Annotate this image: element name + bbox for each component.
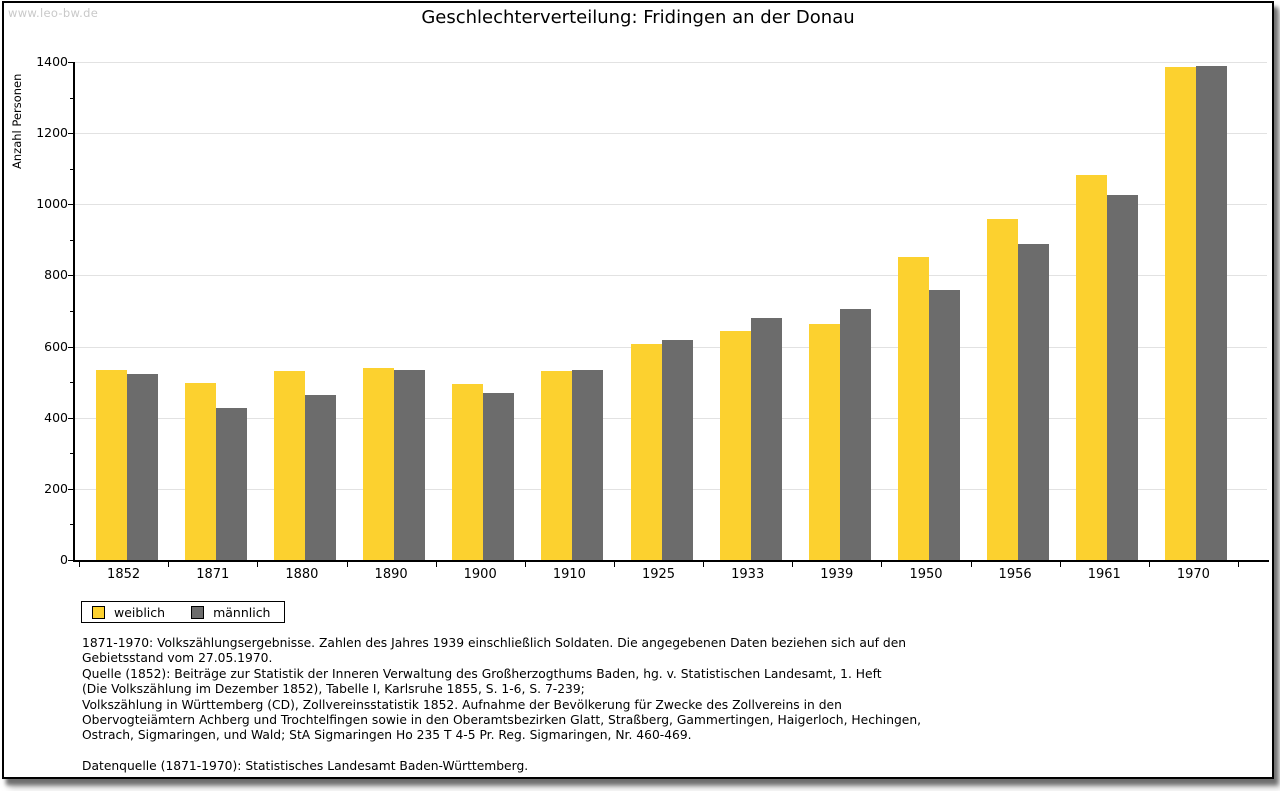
bar-männlich-1961	[1107, 195, 1138, 560]
y-tick-label: 400	[44, 409, 68, 425]
y-tick-label: 1000	[36, 196, 68, 212]
y-tick-minor	[70, 453, 73, 454]
x-tick	[1238, 562, 1239, 567]
y-tick-major	[68, 347, 73, 348]
y-tick-minor	[70, 240, 73, 241]
y-axis-title: Anzahl Personen	[10, 73, 24, 169]
y-tick-label: 600	[44, 338, 68, 354]
bar-männlich-1871	[216, 408, 247, 560]
maennlich-swatch-icon	[191, 606, 204, 619]
source-footnotes	[82, 636, 1252, 774]
y-tick-major	[68, 133, 73, 134]
legend-label-weiblich: weiblich	[114, 604, 166, 620]
chart-title: Geschlechterverteilung: Fridingen an der Donau	[421, 7, 855, 28]
footnote-line: 1871-1970: Volkszählungsergebnisse. Zahlen des Jahres 1939 einschließlich Soldaten. Die angegebenen Daten beziehen sich auf den	[82, 636, 907, 650]
footnote-line: Volkszählung in Württemberg (CD), Zollvereinsstatistik 1852. Aufnahme der Bevölkerung für Zwecke des Zollvereins in den	[82, 697, 842, 712]
bar-männlich-1900	[483, 393, 514, 560]
x-tick-label: 1961	[1087, 567, 1121, 582]
y-tick-label: 800	[44, 267, 68, 283]
page-frame	[2, 1, 1274, 779]
bar-männlich-1933	[751, 318, 782, 560]
bar-weiblich-1950	[898, 257, 929, 560]
y-tick-major	[68, 418, 73, 419]
y-tick-label: 1200	[36, 125, 68, 141]
bar-weiblich-1961	[1076, 175, 1107, 560]
y-tick-minor	[70, 98, 73, 99]
y-tick-minor	[70, 169, 73, 170]
x-tick-label: 1910	[552, 567, 586, 582]
x-tick-label: 1900	[463, 567, 497, 582]
bar-männlich-1950	[929, 290, 960, 560]
weiblich-swatch-icon	[92, 606, 105, 619]
y-tick-minor	[70, 311, 73, 312]
bar-weiblich-1956	[987, 219, 1018, 560]
bar-männlich-1880	[305, 395, 336, 560]
y-tick-major	[68, 204, 73, 205]
x-tick-label: 1956	[998, 567, 1032, 582]
legend-label-maennlich: männlich	[213, 604, 271, 620]
x-tick-label: 1933	[731, 567, 765, 582]
x-tick-label: 1880	[285, 567, 319, 582]
y-tick-major	[68, 275, 73, 276]
x-tick-label: 1970	[1176, 567, 1210, 582]
bar-weiblich-1910	[541, 371, 572, 560]
bar-weiblich-1890	[363, 368, 394, 560]
y-tick-minor	[70, 382, 73, 383]
footnote-line: Gebietsstand vom 27.05.1970.	[82, 651, 273, 666]
legend-item-weiblich	[92, 605, 165, 620]
bar-männlich-1890	[394, 370, 425, 560]
bar-weiblich-1970	[1165, 67, 1196, 560]
y-tick-major	[68, 560, 73, 561]
bar-weiblich-1900	[452, 384, 483, 560]
y-axis-line	[73, 62, 75, 562]
bar-männlich-1925	[662, 340, 693, 560]
bar-männlich-1970	[1196, 66, 1227, 560]
bar-männlich-1910	[572, 370, 603, 560]
y-tick-minor	[70, 524, 73, 525]
bar-weiblich-1939	[809, 324, 840, 561]
y-tick-label: 1400	[36, 54, 68, 69]
x-tick-label: 1939	[820, 567, 854, 582]
bar-weiblich-1933	[720, 331, 751, 560]
x-tick-label: 1852	[107, 567, 141, 582]
x-tick-label: 1950	[909, 567, 943, 582]
bar-männlich-1939	[840, 309, 871, 561]
bar-männlich-1956	[1018, 244, 1049, 560]
y-tick-label: 0	[60, 552, 68, 567]
footnote-line: Quelle (1852): Beiträge zur Statistik der Inneren Verwaltung des Großherzogthums Baden, hg. v. Statistischen Landesamt, 1. Heft	[82, 666, 882, 681]
bar-weiblich-1871	[185, 383, 216, 560]
bar-weiblich-1925	[631, 344, 662, 560]
bar-weiblich-1852	[96, 370, 127, 560]
footnote-line: (Die Volkszählung im Dezember 1852), Tabelle I, Karlsruhe 1855, S. 1-6, S. 7-239;	[82, 682, 585, 697]
grid-line	[75, 133, 1267, 134]
grid-line	[75, 62, 1267, 63]
x-tick-label: 1925	[641, 567, 676, 582]
footnote-line: Obervogteiämtern Achberg und Trochtelfingen sowie in den Oberamtsbezirken Glatt, Straßberg, Gammertingen, Haigerloch, Hechingen,	[82, 713, 922, 728]
bar-weiblich-1880	[274, 371, 305, 560]
x-axis-line	[73, 560, 1269, 562]
y-tick-label: 200	[44, 480, 68, 496]
footnote-line: Ostrach, Sigmaringen, und Wald; StA Sigmaringen Ho 235 T 4-5 Pr. Reg. Sigmaringen, Nr. 460-469.	[82, 728, 692, 743]
watermark: www.leo-bw.de	[8, 6, 99, 20]
x-tick-label: 1890	[374, 567, 408, 582]
y-tick-major	[68, 62, 73, 63]
legend-item-maennlich	[191, 605, 270, 620]
bar-männlich-1852	[127, 374, 158, 560]
y-tick-major	[68, 489, 73, 490]
legend	[81, 601, 285, 623]
datasource-line: Datenquelle (1871-1970): Statistisches Landesamt Baden-Württemberg.	[82, 758, 529, 773]
x-tick-label: 1871	[196, 567, 230, 582]
